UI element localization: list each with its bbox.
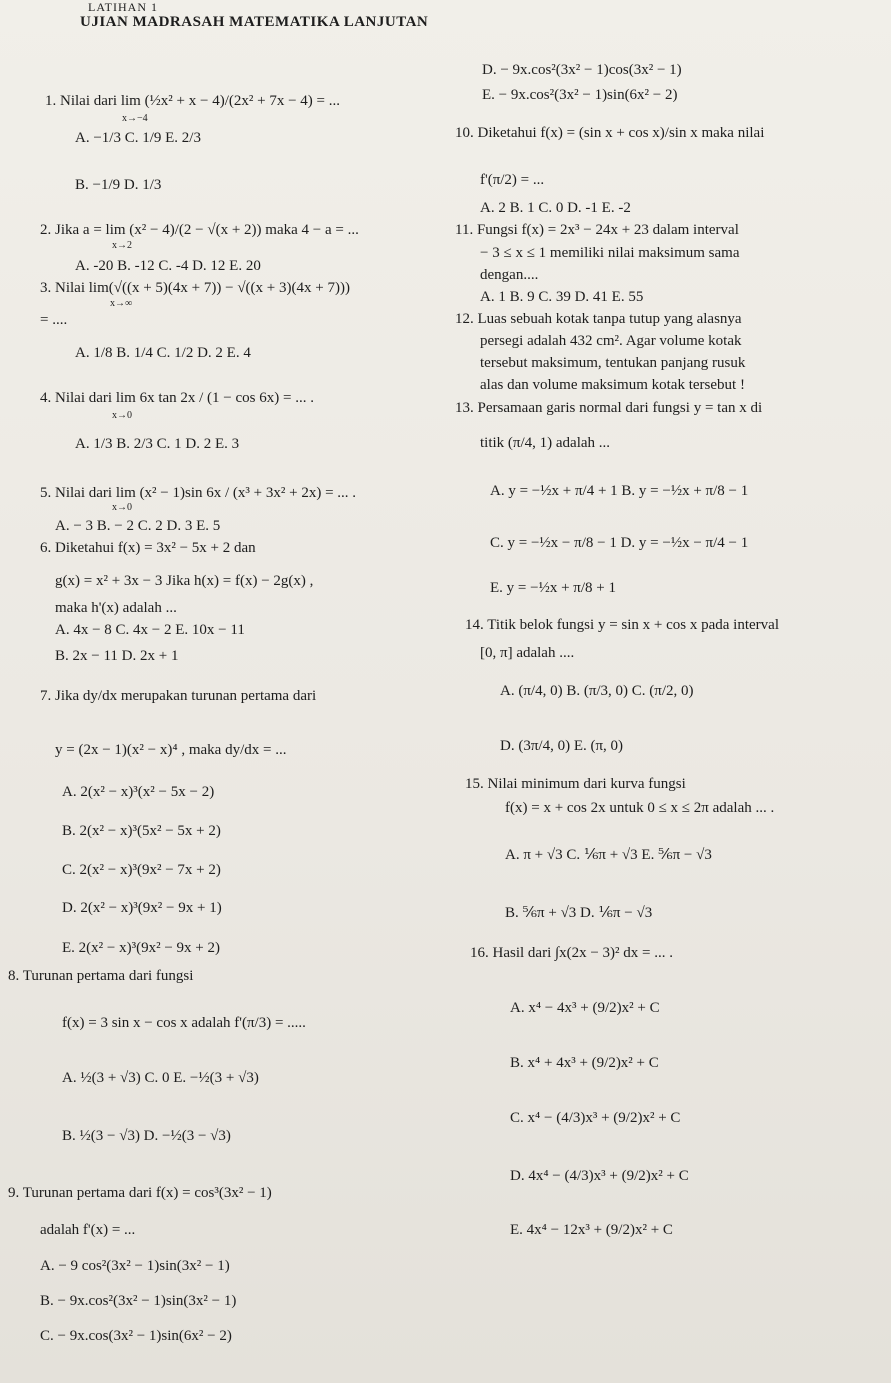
left-question-line: x→−4 — [122, 113, 148, 124]
left-question-line: 6. Diketahui f(x) = 3x² − 5x + 2 dan — [40, 540, 256, 556]
left-question-line: C. 2(x² − x)³(9x² − 7x + 2) — [62, 862, 221, 878]
left-question-line: B. −1/9 D. 1/3 — [75, 177, 162, 193]
right-question-line: A. 2 B. 1 C. 0 D. -1 E. -2 — [480, 200, 631, 216]
left-question-line: 9. Turunan pertama dari f(x) = cos³(3x² − 1) — [8, 1185, 272, 1201]
right-question-line: [0, π] adalah .... — [480, 645, 575, 661]
left-question-line: adalah f'(x) = ... — [40, 1222, 136, 1238]
right-question-line: alas dan volume maksimum kotak tersebut ! — [480, 377, 745, 393]
left-question-line: A. 1/8 B. 1/4 C. 1/2 D. 2 E. 4 — [75, 345, 251, 361]
left-question-line: B. 2x − 11 D. 2x + 1 — [55, 648, 179, 664]
left-question-line: 3. Nilai lim(√((x + 5)(4x + 7)) − √((x + 3)(4x + 7))) — [40, 280, 350, 296]
left-question-line: B. − 9x.cos²(3x² − 1)sin(3x² − 1) — [40, 1293, 237, 1309]
right-question-line: A. y = −½x + π/4 + 1 B. y = −½x + π/8 − 1 — [490, 483, 749, 499]
left-question-line: D. 2(x² − x)³(9x² − 9x + 1) — [62, 900, 222, 916]
left-question-line: y = (2x − 1)(x² − x)⁴ , maka dy/dx = ... — [55, 742, 287, 758]
right-question-line: 15. Nilai minimum dari kurva fungsi — [465, 776, 686, 792]
left-question-line: E. 2(x² − x)³(9x² − 9x + 2) — [62, 940, 221, 956]
right-question-line: A. x⁴ − 4x³ + (9/2)x² + C — [510, 1000, 660, 1016]
left-question-line: C. − 9x.cos(3x² − 1)sin(6x² − 2) — [40, 1328, 232, 1344]
left-question-line: A. ½(3 + √3) C. 0 E. −½(3 + √3) — [62, 1070, 259, 1086]
right-question-line: B. x⁴ + 4x³ + (9/2)x² + C — [510, 1055, 659, 1071]
left-question-line: B. 2(x² − x)³(5x² − 5x + 2) — [62, 823, 221, 839]
left-question-line: x→2 — [112, 240, 132, 251]
right-question-line: A. π + √3 C. ⅙π + √3 E. ⅚π − √3 — [505, 847, 712, 863]
right-question-line: persegi adalah 432 cm². Agar volume kotak — [480, 333, 742, 349]
left-question-line: x→0 — [112, 410, 132, 421]
left-question-line: f(x) = 3 sin x − cos x adalah f'(π/3) = ..... — [62, 1015, 306, 1031]
left-question-line: A. 2(x² − x)³(x² − 5x − 2) — [62, 784, 215, 800]
left-question-line: B. ½(3 − √3) D. −½(3 − √3) — [62, 1128, 231, 1144]
right-question-line: A. 1 B. 9 C. 39 D. 41 E. 55 — [480, 289, 644, 305]
left-question-line: A. − 9 cos²(3x² − 1)sin(3x² − 1) — [40, 1258, 230, 1274]
right-question-line: D. 4x⁴ − (4/3)x³ + (9/2)x² + C — [510, 1168, 689, 1184]
left-question-line: A. 1/3 B. 2/3 C. 1 D. 2 E. 3 — [75, 436, 240, 452]
right-question-line: C. y = −½x − π/8 − 1 D. y = −½x − π/4 − 1 — [490, 535, 749, 551]
left-question-line: A. 4x − 8 C. 4x − 2 E. 10x − 11 — [55, 622, 245, 638]
left-question-line: 4. Nilai dari lim 6x tan 2x / (1 − cos 6x) = ... . — [40, 390, 314, 406]
right-question-line: E. y = −½x + π/8 + 1 — [490, 580, 616, 596]
right-question-line: 13. Persamaan garis normal dari fungsi y = tan x di — [455, 400, 763, 416]
left-question-line: 8. Turunan pertama dari fungsi — [8, 968, 194, 984]
right-question-line: E. − 9x.cos²(3x² − 1)sin(6x² − 2) — [482, 87, 678, 103]
left-question-line: x→0 — [112, 502, 132, 513]
right-question-line: − 3 ≤ x ≤ 1 memiliki nilai maksimum sama — [480, 245, 740, 261]
right-question-line: f(x) = x + cos 2x untuk 0 ≤ x ≤ 2π adalah ... . — [505, 800, 775, 816]
left-question-line: A. -20 B. -12 C. -4 D. 12 E. 20 — [75, 258, 261, 274]
left-question-line: A. − 3 B. − 2 C. 2 D. 3 E. 5 — [55, 518, 221, 534]
right-question-line: f'(π/2) = ... — [480, 172, 545, 188]
right-question-line: E. 4x⁴ − 12x³ + (9/2)x² + C — [510, 1222, 673, 1238]
right-question-line: titik (π/4, 1) adalah ... — [480, 435, 611, 451]
left-question-line: = .... — [40, 312, 68, 328]
exercise-label: LATIHAN 1 — [88, 0, 158, 14]
exam-title: UJIAN MADRASAH MATEMATIKA LANJUTAN — [80, 14, 429, 30]
right-question-line: A. (π/4, 0) B. (π/3, 0) C. (π/2, 0) — [500, 683, 694, 699]
right-question-line: D. (3π/4, 0) E. (π, 0) — [500, 738, 624, 754]
right-question-line: 16. Hasil dari ∫x(2x − 3)² dx = ... . — [470, 945, 673, 961]
left-question-line: 2. Jika a = lim (x² − 4)/(2 − √(x + 2)) maka 4 − a = ... — [40, 222, 359, 238]
left-question-line: 7. Jika dy/dx merupakan turunan pertama dari — [40, 688, 317, 704]
right-question-line: 14. Titik belok fungsi y = sin x + cos x pada interval — [465, 617, 779, 633]
right-question-line: D. − 9x.cos²(3x² − 1)cos(3x² − 1) — [482, 62, 682, 78]
left-question-line: 5. Nilai dari lim (x² − 1)sin 6x / (x³ + 3x² + 2x) = ... . — [40, 485, 357, 501]
right-question-line: 12. Luas sebuah kotak tanpa tutup yang alasnya — [455, 311, 742, 327]
left-question-line: 1. Nilai dari lim (½x² + x − 4)/(2x² + 7x − 4) = ... — [45, 93, 341, 109]
right-question-line: C. x⁴ − (4/3)x³ + (9/2)x² + C — [510, 1110, 681, 1126]
right-question-line: dengan.... — [480, 267, 539, 283]
left-question-line: g(x) = x² + 3x − 3 Jika h(x) = f(x) − 2g(x) , — [55, 573, 314, 589]
left-question-line: x→∞ — [110, 298, 133, 309]
left-question-line: A. −1/3 C. 1/9 E. 2/3 — [75, 130, 201, 146]
right-question-line: 10. Diketahui f(x) = (sin x + cos x)/sin x maka nilai — [455, 125, 765, 141]
right-question-line: B. ⅚π + √3 D. ⅙π − √3 — [505, 905, 653, 921]
right-question-line: 11. Fungsi f(x) = 2x³ − 24x + 23 dalam interval — [455, 222, 739, 238]
right-question-line: tersebut maksimum, tentukan panjang rusuk — [480, 355, 746, 371]
left-question-line: maka h'(x) adalah ... — [55, 600, 177, 616]
